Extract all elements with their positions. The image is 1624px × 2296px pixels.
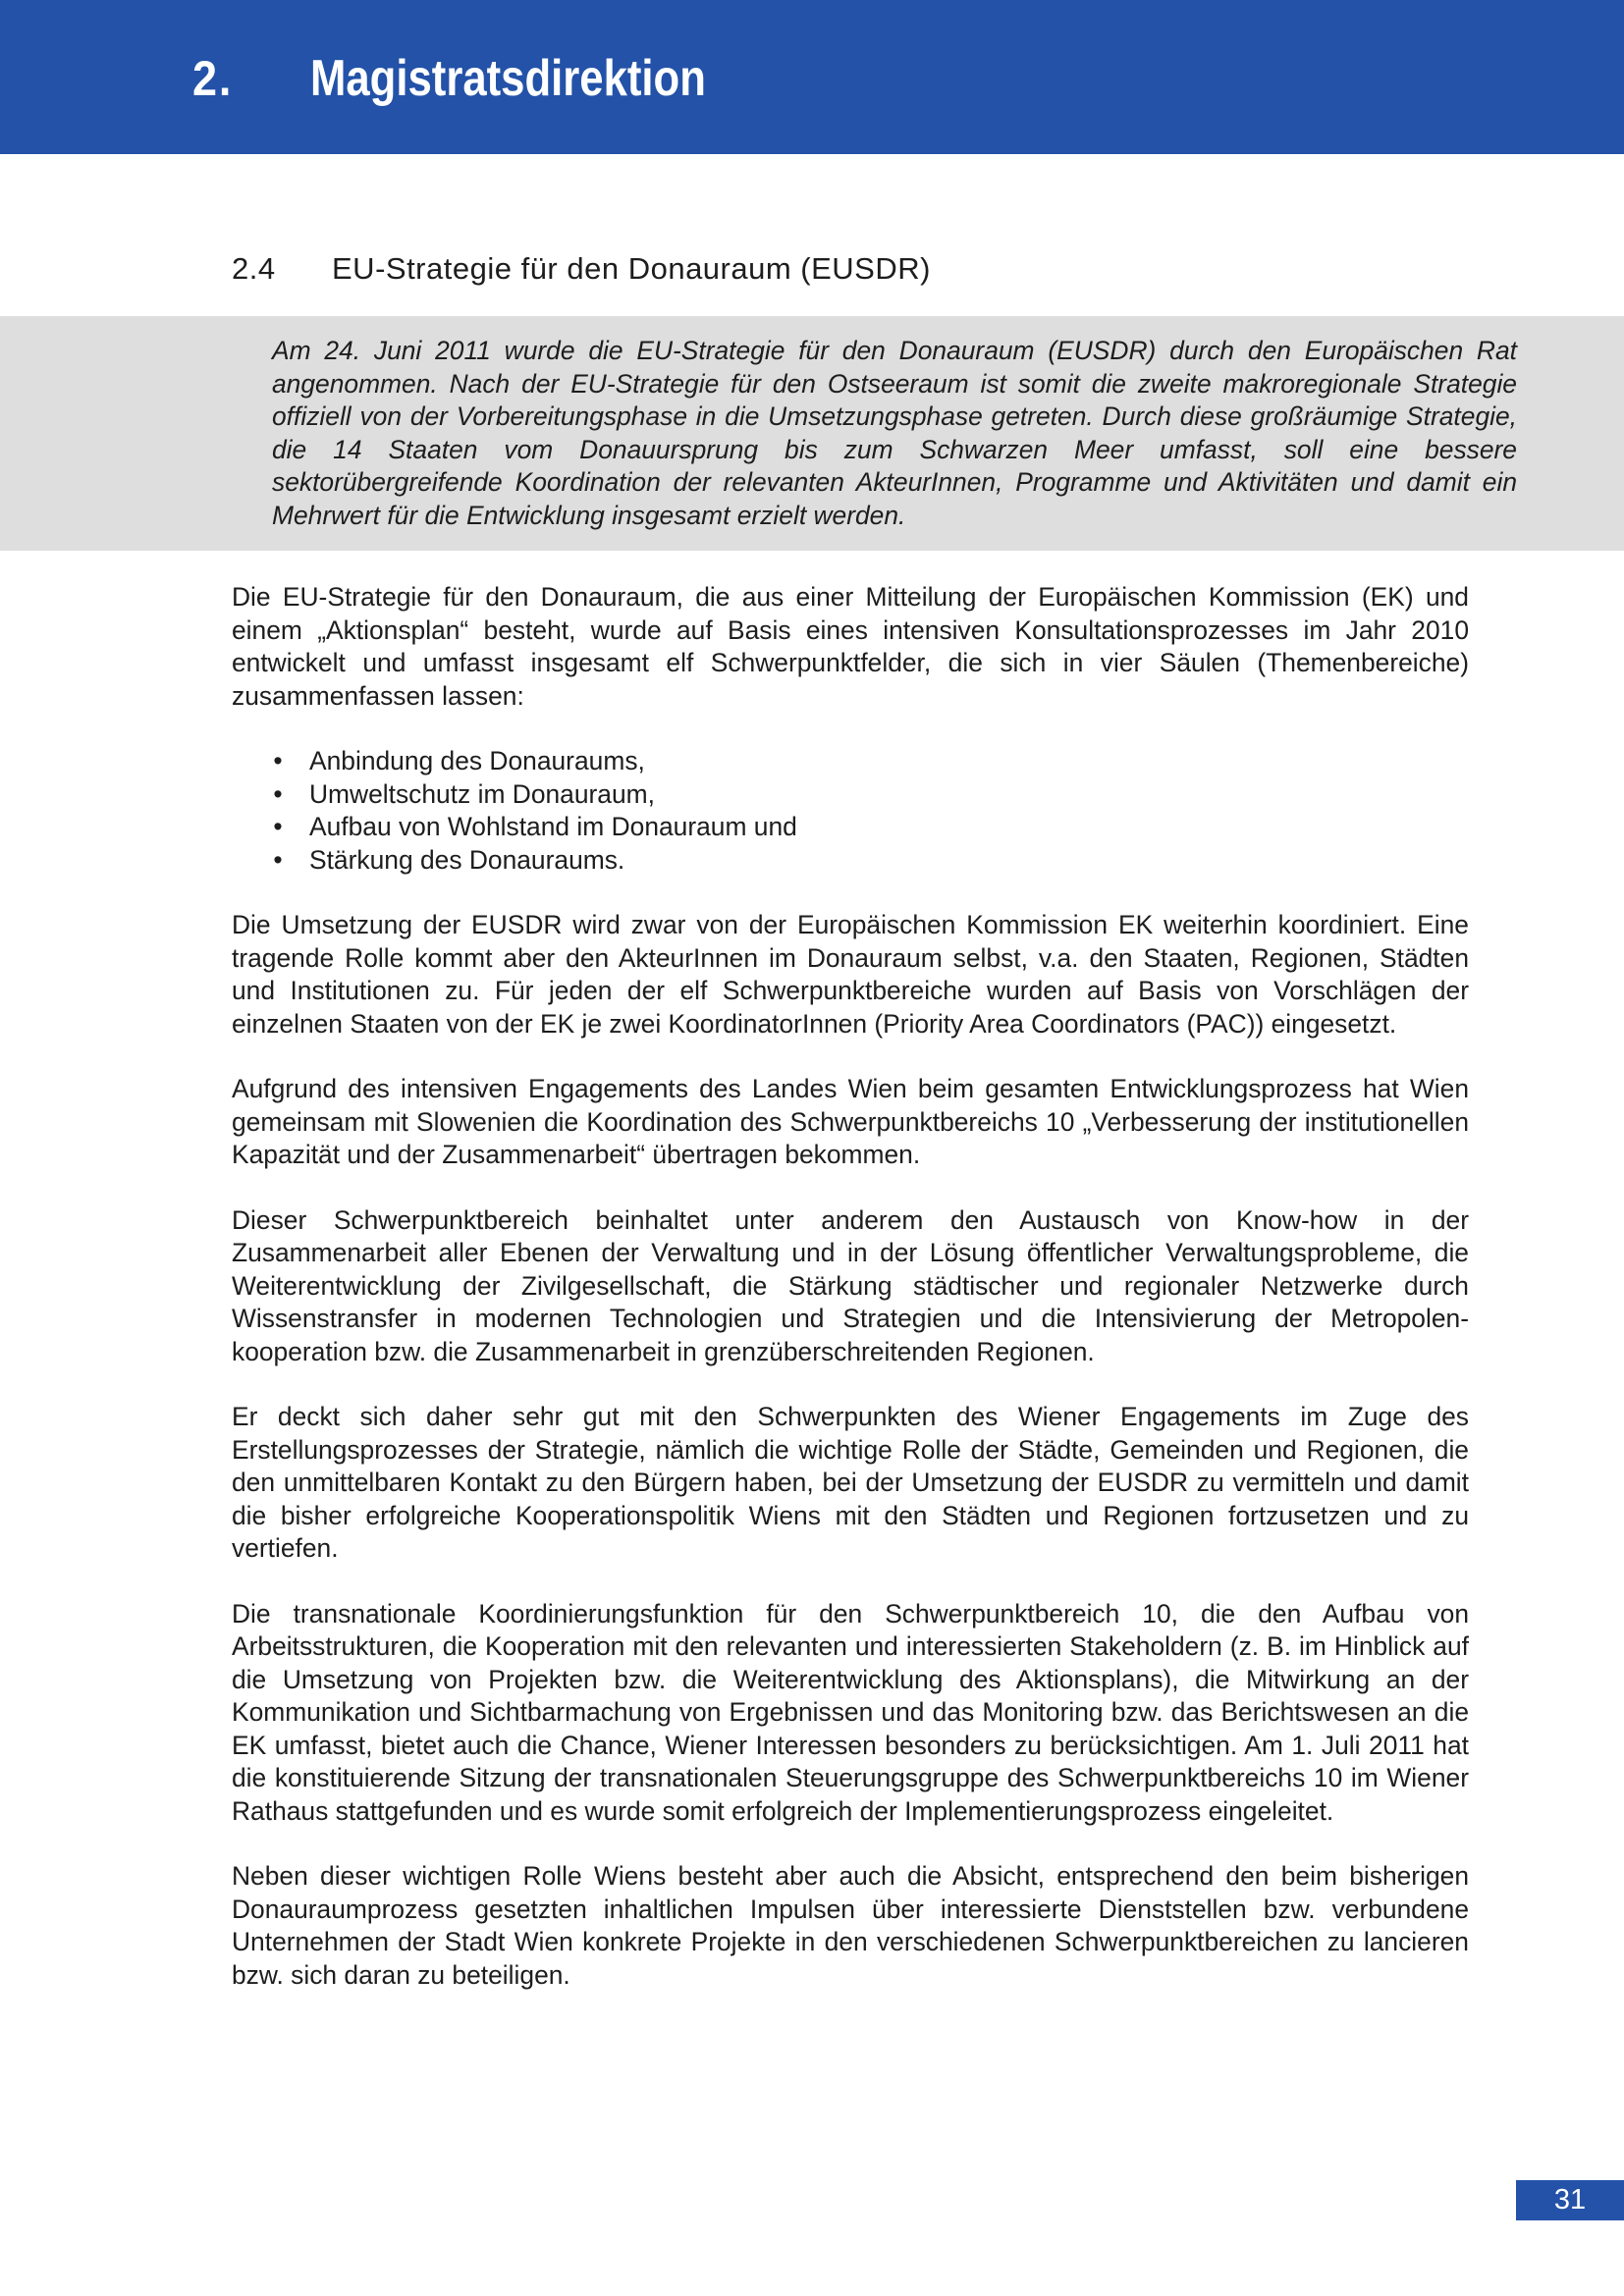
chapter-header-bar [0, 0, 1624, 154]
list-item: • Aufbau von Wohlstand im Donauraum und [232, 811, 1469, 844]
paragraph: Die EU-Strategie für den Donauraum, die aus einer Mitteilung der Europäischen Kommission (EK) und einem „Aktionsplan“ besteht, wurde auf Basis eines intensiven Konsultationsprozesses im Jahr 2010 entwickelt und umfasst insgesamt elf Schwerpunktfelder, die sich in vier Säulen (Themenbereiche) zusammenfassen lassen: [232, 582, 1469, 711]
section-title: EU-Strategie für den Donauraum (EUSDR) [332, 251, 931, 286]
intro-text: Am 24. Juni 2011 wurde die EU-Strategie für den Donauraum (EUSDR) durch den Europäischen Rat angenommen. Nach der EU-Strategie für den Ostseeraum ist somit die zweite makroregionale Strategie offiziell von der Vorbereitungsphase in die Umsetzungsphase getreten. Durch diese großräumige Strategie, die 14 Staaten vom Donauursprung bis zum Schwarzen Meer umfasst, soll eine bessere sektorübergreifende Koordination der relevanten AkteurInnen, Programme und Aktivitäten und damit ein Mehrwert für die Entwicklung insgesamt erzielt werden. [272, 336, 1517, 530]
section-number: 2.4 [232, 251, 276, 286]
section-heading [232, 249, 931, 289]
chapter-number: 2. [192, 51, 234, 106]
paragraph: Aufgrund des intensiven Engagements des Landes Wien beim gesamten Entwicklungsprozess hat Wien gemeinsam mit Slowenien die Koordination des Schwerpunktbereichs 10 „Verbesserung der institutionellen Kapazität und der Zusammenarbeit“ übertragen bekommen. [232, 1074, 1469, 1169]
list-item: • Stärkung des Donauraums. [232, 844, 1469, 878]
bullet-icon: • [273, 844, 283, 875]
body-text [232, 581, 1469, 2024]
paragraph: Dieser Schwerpunktbereich beinhaltet unter anderem den Austausch von Know-how in der Zusammenarbeit aller Ebenen der Verwaltung und in der Lösung öffentlicher Verwaltungsprobleme, die Weiterentwicklung der Zivilgesellschaft, die Stärkung städtischer und regionaler Netzwerke durch Wissenstransfer in modernen Technologien und Strategien und die Intensivierung der Metropolenkooperation bzw. die Zusammenarbeit in grenzüberschreitenden Regionen. [232, 1204, 1469, 1366]
paragraph: Neben dieser wichtigen Rolle Wiens besteht aber auch die Absicht, entsprechend den beim bisherigen Donauraumprozess gesetzten inhaltlichen Impulsen über interessierte Dienststellen bzw. verbundene Unternehmen der Stadt Wien konkrete Projekte in den verschiedenen Schwerpunktbereichen zu lancieren bzw. sich daran zu beteiligen. [232, 1861, 1469, 1990]
list-item: • Anbindung des Donauraums, [232, 745, 1469, 778]
page-number: 31 [1553, 2184, 1587, 2216]
paragraph: Er deckt sich daher sehr gut mit den Schwerpunkten des Wiener Engagements im Zuge des Erstellungsprozesses der Strategie, nämlich die wichtige Rolle der Städte, Gemeinden und Regionen, die den unmittelbaren Kontakt zu den Bürgern haben, bei der Umsetzung der EUSDR zu vermitteln und damit die bisher erfolgreiche Kooperationspolitik Wiens mit den Städten und Regionen fortzusetzen und zu vertiefen. [232, 1402, 1469, 1563]
chapter-title: Magistratsdirektion [310, 50, 706, 107]
paragraph: Die transnationale Koordinierungsfunktion für den Schwerpunktbereich 10, die den Aufbau von Arbeitsstrukturen, die Kooperation mit den relevanten und interessierten Stakeholdern (z. B. im Hinblick auf die Umsetzung von Projekten bzw. die Weiterentwicklung des Aktionsplans), die Mitwirkung an der Kommunikation und Sichtbarmachung von Ergebnissen und das Monitoring bzw. das Berichtswesen an die EK umfasst, bietet auch die Chance, Wiener Interessen besonders zu berücksichtigen. Am 1. Juli 2011 hat die konstituierende Sitzung der transnationalen Steuerungsgruppe des Schwerpunktbereichs 10 im Wiener Rathaus stattgefunden und es wurde somit erfolgreich der Implementierungsprozess eingeleitet. [232, 1598, 1469, 1826]
bullet-icon: • [273, 812, 283, 841]
paragraph: Die Umsetzung der EUSDR wird zwar von der Europäischen Kommission EK weiterhin koordiniert. Eine tragende Rolle kommt aber den AkteurInnen im Donauraum selbst, v.a. den Staaten, Regionen, Städten und Institutionen zu. Für jeden der elf Schwerpunktbereiche wurden auf Basis von Vorschlägen der einzelnen Staaten von der EK je zwei KoordinatorInnen (Priority Area Coordinators (PAC)) eingesetzt. [232, 910, 1469, 1039]
bullet-icon: • [273, 746, 283, 775]
list-item: • Umweltschutz im Donauraum, [232, 778, 1469, 812]
pillar-list [232, 745, 1469, 877]
bullet-icon: • [273, 778, 283, 809]
